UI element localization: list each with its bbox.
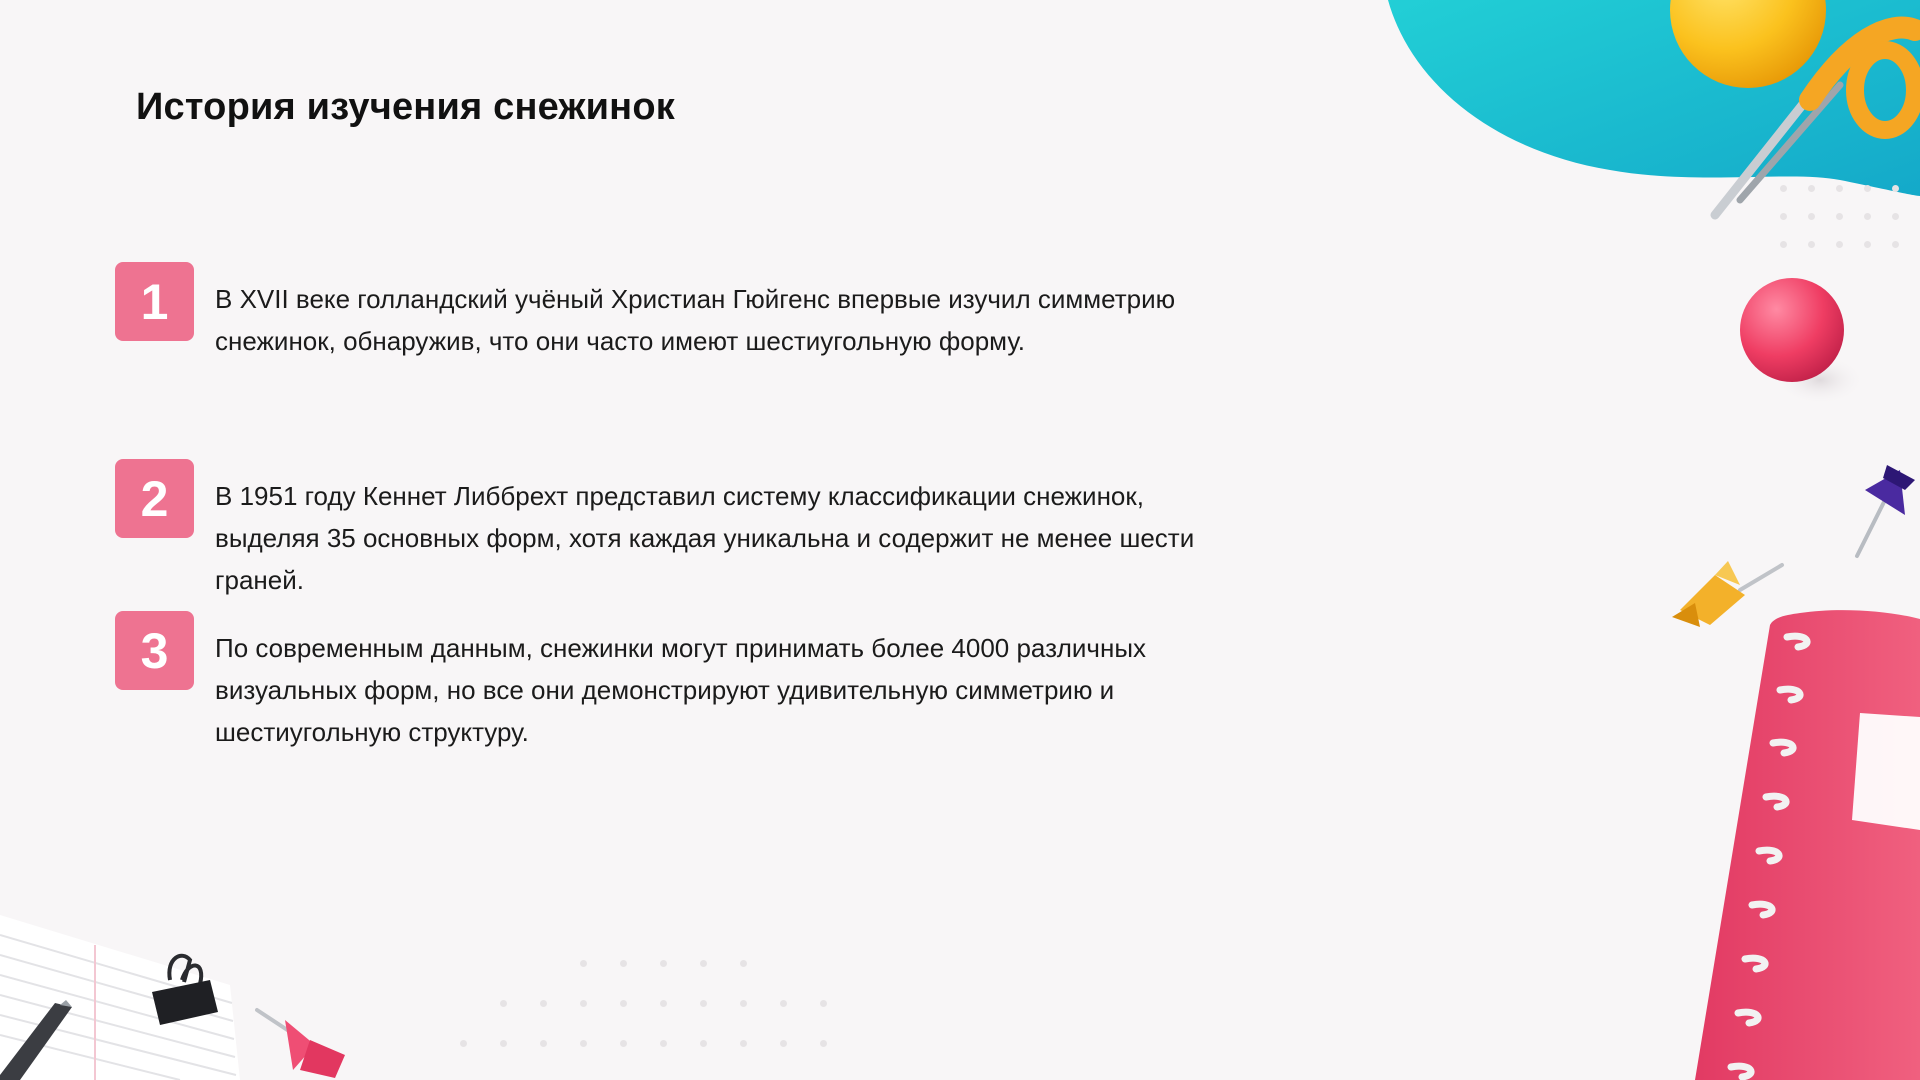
list-item xyxy=(115,611,1235,753)
pink-ball-icon xyxy=(1730,270,1870,420)
slide-title: История изучения снежинок xyxy=(136,86,675,128)
item-text: В XVII веке голландский учёный Христиан Гюйгенс впервые изучил симметрию снежинок, обнаружив, что они часто имеют шестиугольную форму. xyxy=(215,284,1176,356)
dot-grid-bottom xyxy=(460,960,880,1080)
purple-pushpin-icon xyxy=(1845,460,1920,560)
binder-clip-icon xyxy=(148,950,220,1030)
item-number-badge: 1 xyxy=(115,262,194,341)
list-item xyxy=(115,459,1235,601)
item-text: В 1951 году Кеннет Либбрехт представил систему классификации снежинок, выделяя 35 основных форм, хотя каждая уникальна и содержит не менее шести граней. xyxy=(215,481,1195,595)
pen-icon xyxy=(0,995,80,1080)
pink-pushpin-icon xyxy=(255,1000,350,1080)
item-number-badge: 2 xyxy=(115,459,194,538)
list-item xyxy=(115,262,1235,362)
item-number-badge: 3 xyxy=(115,611,194,690)
notebook-icon xyxy=(1690,605,1920,1080)
dot-grid-top xyxy=(1780,185,1920,265)
item-text: По современным данным, снежинки могут принимать более 4000 различных визуальных форм, но все они демонстрируют удивительную симметрию и шестиугольную структуру. xyxy=(215,633,1147,747)
